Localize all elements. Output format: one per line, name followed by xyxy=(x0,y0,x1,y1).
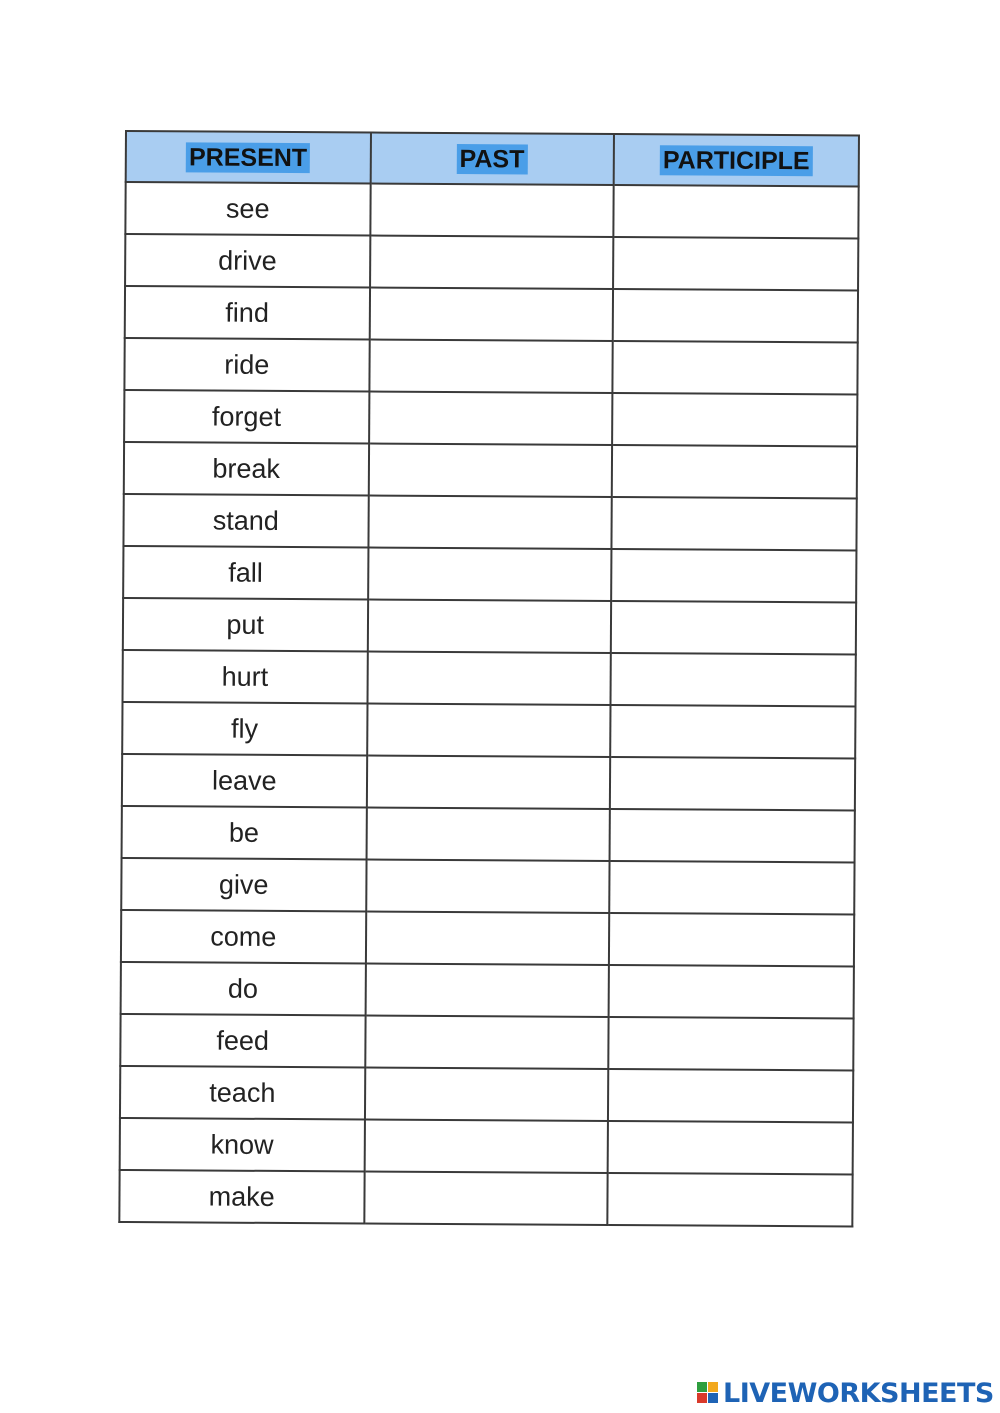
header-participle-label: PARTICIPLE xyxy=(660,145,813,176)
table-row xyxy=(123,546,856,602)
past-answer-cell[interactable] xyxy=(367,703,611,756)
table-row xyxy=(120,1118,853,1174)
past-answer-cell[interactable] xyxy=(365,1015,609,1068)
participle-answer-cell[interactable] xyxy=(611,497,856,550)
table-row xyxy=(124,338,857,394)
present-cell: teach xyxy=(120,1066,365,1119)
present-cell: break xyxy=(124,442,369,495)
table-row xyxy=(124,390,857,446)
past-answer-cell[interactable] xyxy=(369,287,613,340)
past-answer-cell[interactable] xyxy=(369,339,613,392)
past-answer-cell[interactable] xyxy=(364,1171,608,1224)
past-answer-cell[interactable] xyxy=(368,443,612,496)
participle-answer-cell[interactable] xyxy=(608,1121,853,1174)
header-participle xyxy=(614,134,859,186)
logo-square-blue xyxy=(708,1393,718,1403)
present-cell: put xyxy=(123,598,368,651)
participle-answer-cell[interactable] xyxy=(607,1173,852,1226)
table-row xyxy=(121,858,854,914)
participle-answer-cell[interactable] xyxy=(613,185,858,238)
present-cell: make xyxy=(119,1170,364,1223)
header-past xyxy=(370,132,614,184)
participle-answer-cell[interactable] xyxy=(608,1017,853,1070)
participle-answer-cell[interactable] xyxy=(613,237,858,290)
table-row xyxy=(124,442,857,498)
past-answer-cell[interactable] xyxy=(366,755,610,808)
table-row xyxy=(122,806,855,862)
table-row xyxy=(125,182,858,238)
participle-answer-cell[interactable] xyxy=(609,809,854,862)
past-answer-cell[interactable] xyxy=(368,547,612,600)
participle-answer-cell[interactable] xyxy=(610,653,855,706)
table-row xyxy=(123,650,856,706)
present-cell: feed xyxy=(120,1014,365,1067)
participle-answer-cell[interactable] xyxy=(611,601,856,654)
logo-square-green xyxy=(697,1382,707,1392)
table-row xyxy=(119,1170,852,1226)
past-answer-cell[interactable] xyxy=(369,391,613,444)
past-answer-cell[interactable] xyxy=(367,651,611,704)
present-cell: drive xyxy=(125,234,370,287)
table-row xyxy=(120,1014,853,1070)
present-cell: come xyxy=(121,910,366,963)
past-answer-cell[interactable] xyxy=(367,599,611,652)
liveworksheets-brand xyxy=(697,1378,994,1408)
present-cell: ride xyxy=(124,338,369,391)
table-row xyxy=(120,1066,853,1122)
participle-answer-cell[interactable] xyxy=(608,965,853,1018)
table-row xyxy=(121,910,854,966)
participle-answer-cell[interactable] xyxy=(613,289,858,342)
past-answer-cell[interactable] xyxy=(368,495,612,548)
past-answer-cell[interactable] xyxy=(370,183,614,236)
present-cell: give xyxy=(121,858,366,911)
participle-answer-cell[interactable] xyxy=(608,1069,853,1122)
present-cell: see xyxy=(125,182,370,235)
table-row xyxy=(122,754,855,810)
header-past-label: PAST xyxy=(457,144,528,174)
participle-answer-cell[interactable] xyxy=(610,757,855,810)
participle-answer-cell[interactable] xyxy=(610,705,855,758)
present-cell: find xyxy=(125,286,370,339)
past-answer-cell[interactable] xyxy=(366,859,610,912)
verb-table xyxy=(118,130,860,1227)
participle-answer-cell[interactable] xyxy=(612,341,857,394)
past-answer-cell[interactable] xyxy=(366,807,610,860)
verb-rows xyxy=(119,182,858,1226)
participle-answer-cell[interactable] xyxy=(612,445,857,498)
table-row xyxy=(122,702,855,758)
present-cell: be xyxy=(122,806,367,859)
table-row xyxy=(123,494,856,550)
past-answer-cell[interactable] xyxy=(365,911,609,964)
present-cell: forget xyxy=(124,390,369,443)
participle-answer-cell[interactable] xyxy=(611,549,856,602)
logo-square-red xyxy=(697,1393,707,1403)
brand-text: LIVEWORKSHEETS xyxy=(723,1377,994,1409)
header-row xyxy=(126,131,859,186)
participle-answer-cell[interactable] xyxy=(612,393,857,446)
table-row xyxy=(125,286,858,342)
liveworksheets-logo-icon xyxy=(697,1382,719,1404)
past-answer-cell[interactable] xyxy=(364,1119,608,1172)
past-answer-cell[interactable] xyxy=(364,1067,608,1120)
present-cell: know xyxy=(120,1118,365,1171)
table-row xyxy=(121,962,854,1018)
present-cell: do xyxy=(121,962,366,1015)
present-cell: stand xyxy=(123,494,368,547)
table-row xyxy=(125,234,858,290)
participle-answer-cell[interactable] xyxy=(609,861,854,914)
present-cell: fly xyxy=(122,702,367,755)
logo-square-orange xyxy=(708,1382,718,1392)
header-present-label: PRESENT xyxy=(186,142,310,173)
table-row xyxy=(123,598,856,654)
present-cell: hurt xyxy=(123,650,368,703)
past-answer-cell[interactable] xyxy=(370,235,614,288)
header-present xyxy=(126,131,371,183)
present-cell: fall xyxy=(123,546,368,599)
participle-answer-cell[interactable] xyxy=(609,913,854,966)
present-cell: leave xyxy=(122,754,367,807)
past-answer-cell[interactable] xyxy=(365,963,609,1016)
